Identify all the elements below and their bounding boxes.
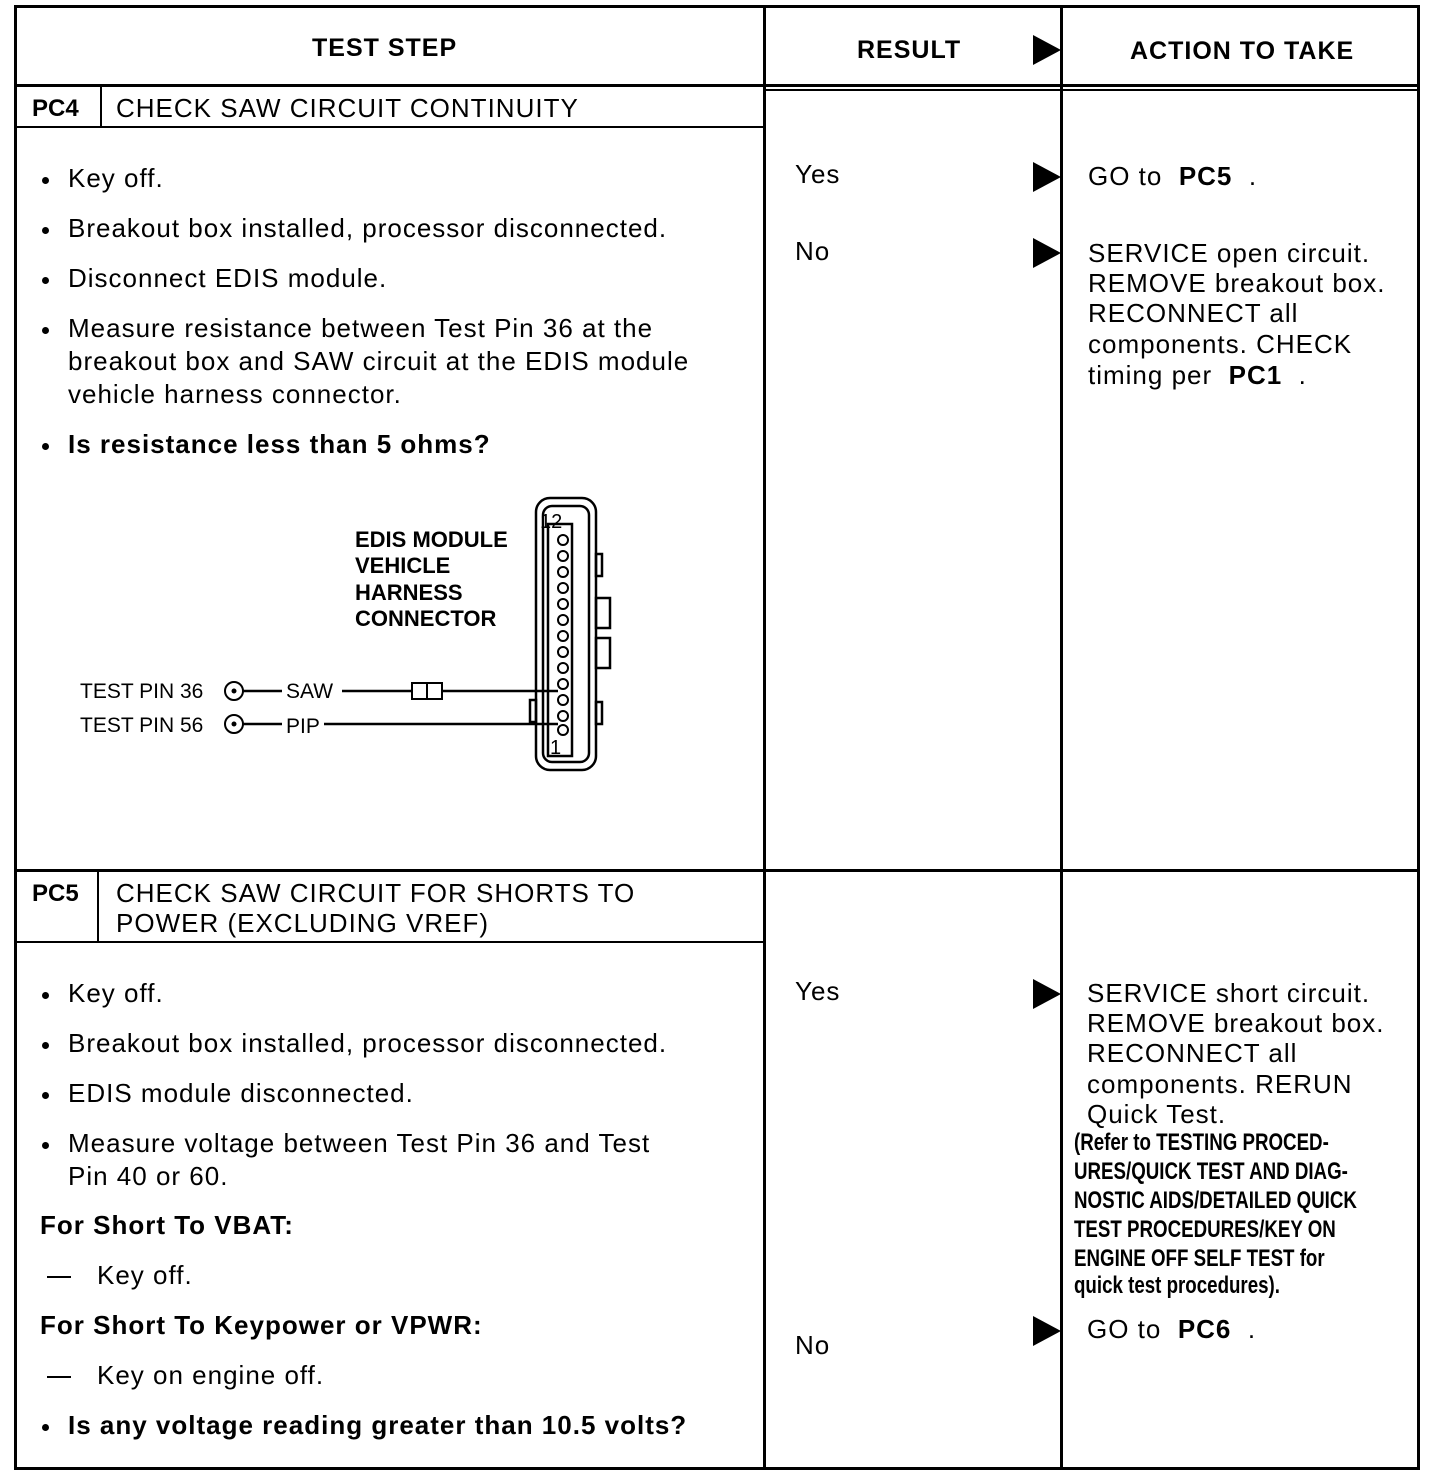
pc5-id-divider: [97, 872, 99, 942]
pc5-step-title-line-2: POWER (EXCLUDING VREF): [116, 908, 490, 938]
pc5-action-no: [1087, 1314, 1256, 1345]
connector-label-line-1: EDIS MODULE: [355, 527, 508, 552]
pc4-step-4-line-2: breakout box and SAW circuit at the EDIS module: [68, 346, 690, 376]
bullet-icon: [42, 1424, 49, 1431]
pc4-action-no-line-3: RECONNECT all: [1088, 298, 1299, 328]
header-action: ACTION TO TAKE: [1130, 37, 1355, 65]
connector-label-line-2: VEHICLE: [355, 553, 451, 578]
action-go-to: GO to: [1088, 161, 1163, 191]
bullet-icon: [42, 1092, 49, 1099]
connector-pin: [558, 567, 568, 577]
test-pin-56-label: TEST PIN 56: [80, 714, 204, 737]
header-arrow-icon: [1033, 35, 1061, 65]
pc4-step-1: Key off.: [68, 163, 164, 193]
pin-number-top: 12: [540, 511, 563, 533]
pc5-note-line-5: ENGINE OFF SELF TEST for: [1074, 1245, 1325, 1272]
pc4-step-2: Breakout box installed, processor disconnected.: [68, 213, 668, 243]
pc5-step-1: Key off.: [68, 978, 164, 1008]
pc4-no-arrow-icon: [1033, 238, 1061, 268]
pc5-action-yes-line-1: SERVICE short circuit.: [1087, 978, 1371, 1008]
pc5-note-line-1: (Refer to TESTING PROCED-: [1074, 1129, 1329, 1156]
ref-pc6: PC6: [1177, 1314, 1232, 1344]
table-border-right: [1417, 5, 1420, 1470]
header-result: RESULT: [857, 36, 962, 64]
pc4-action-no-line-4: components. CHECK: [1088, 329, 1353, 359]
pc5-note-line-4: TEST PROCEDURES/KEY ON: [1074, 1216, 1336, 1243]
pc4-step-3: Disconnect EDIS module.: [68, 263, 388, 293]
pc5-action-yes-line-2: REMOVE breakout box.: [1087, 1008, 1385, 1038]
pc5-no-arrow-icon: [1033, 1316, 1061, 1346]
bullet-icon: [42, 443, 49, 450]
pip-wire-label: PIP: [286, 715, 320, 738]
pc4-step-title: CHECK SAW CIRCUIT CONTINUITY: [116, 93, 579, 123]
connector-label-line-3: HARNESS: [355, 580, 463, 605]
pc5-keypower-heading: For Short To Keypower or VPWR:: [40, 1310, 483, 1340]
pc5-action-yes-line-3: RECONNECT all: [1087, 1038, 1298, 1068]
table-border-bottom: [14, 1467, 1420, 1470]
connector-pin: [558, 551, 568, 561]
bullet-icon: [42, 227, 49, 234]
pc4-action-no-line-1: SERVICE open circuit.: [1088, 238, 1371, 268]
bullet-icon: [42, 177, 49, 184]
pc5-step-3: EDIS module disconnected.: [68, 1078, 414, 1108]
pc5-action-yes-line-5: Quick Test.: [1087, 1099, 1227, 1129]
connector-label-line-4: CONNECTOR: [355, 606, 497, 631]
pc5-step-title-line-1: CHECK SAW CIRCUIT FOR SHORTS TO: [116, 878, 636, 908]
pc5-result-no: No: [795, 1330, 831, 1360]
pc4-step-4-line-3: vehicle harness connector.: [68, 379, 402, 409]
pc5-note-line-6: quick test procedures).: [1074, 1272, 1280, 1299]
pc5-action-yes-line-4: components. RERUN: [1087, 1069, 1353, 1099]
ref-pc5: PC5: [1178, 161, 1233, 191]
dash-icon: [47, 1376, 71, 1378]
pc4-step-4-line-1: Measure resistance between Test Pin 36 at the: [68, 313, 654, 343]
action-timing-per: timing per: [1088, 360, 1213, 390]
connector-pin: [558, 615, 568, 625]
column-divider-1: [763, 5, 766, 1470]
connector-pin: [558, 725, 568, 735]
table-border-left: [14, 5, 17, 1470]
connector-pin: [558, 647, 568, 657]
connector-body: [530, 498, 610, 770]
dash-icon: [47, 1276, 71, 1278]
pc4-action-no-line-2: REMOVE breakout box.: [1088, 268, 1386, 298]
pc4-title-underline: [14, 126, 765, 128]
pc4-id-divider: [100, 87, 102, 127]
pc5-question: Is any voltage reading greater than 10.5 volts?: [68, 1410, 688, 1440]
connector-pins: [558, 535, 568, 735]
saw-wire-label: SAW: [286, 680, 334, 703]
pc4-yes-arrow-icon: [1033, 162, 1061, 192]
table-border-top: [14, 5, 1420, 8]
action-go-to: GO to: [1087, 1314, 1162, 1344]
action-period: .: [1298, 360, 1307, 390]
bullet-icon: [42, 277, 49, 284]
header-test-step: TEST STEP: [312, 34, 458, 62]
action-period: .: [1247, 1314, 1257, 1344]
bullet-icon: [42, 992, 49, 999]
pc4-question: Is resistance less than 5 ohms?: [68, 429, 491, 459]
connector-pin: [558, 679, 568, 689]
row-divider: [14, 869, 1420, 872]
action-period: .: [1248, 161, 1258, 191]
pc5-step-id: PC5: [32, 880, 79, 907]
header-divider: [14, 84, 1420, 87]
connector-pin: [558, 631, 568, 641]
connector-pin: [558, 711, 568, 721]
pc4-result-yes: Yes: [795, 159, 841, 189]
pc5-keypower-step: Key on engine off.: [97, 1360, 325, 1390]
pc5-yes-arrow-icon: [1033, 979, 1061, 1009]
test-pin-36-label: TEST PIN 36: [80, 680, 204, 703]
pc4-action-yes: [1088, 161, 1257, 192]
connector-pin: [558, 535, 568, 545]
pc5-result-yes: Yes: [795, 976, 841, 1006]
pin-number-bottom: 1: [550, 737, 562, 759]
bullet-icon: [42, 327, 49, 334]
edis-connector-diagram: [60, 490, 660, 790]
connector-pin: [558, 583, 568, 593]
header-divider-inner: [766, 89, 1417, 91]
pc5-step-4-line-2: Pin 40 or 60.: [68, 1161, 229, 1191]
bullet-icon: [42, 1142, 49, 1149]
ref-pc1: PC1: [1228, 360, 1283, 390]
pc5-vbat-heading: For Short To VBAT:: [40, 1210, 294, 1240]
bullet-icon: [42, 1042, 49, 1049]
connector-pin: [558, 599, 568, 609]
pc4-action-no-line-5: [1088, 360, 1307, 391]
column-divider-2: [1060, 5, 1063, 1470]
pc4-step-id: PC4: [32, 95, 79, 122]
pc5-note-line-3: NOSTIC AIDS/DETAILED QUICK: [1074, 1187, 1357, 1214]
connector-pin: [558, 695, 568, 705]
pc4-result-no: No: [795, 236, 831, 266]
pc5-title-underline: [14, 941, 765, 943]
pc5-note-line-2: URES/QUICK TEST AND DIAG-: [1074, 1158, 1348, 1185]
pc5-step-2: Breakout box installed, processor disconnected.: [68, 1028, 668, 1058]
pc5-vbat-step: Key off.: [97, 1260, 193, 1290]
connector-pin: [558, 663, 568, 673]
pc5-step-4-line-1: Measure voltage between Test Pin 36 and Test: [68, 1128, 651, 1158]
